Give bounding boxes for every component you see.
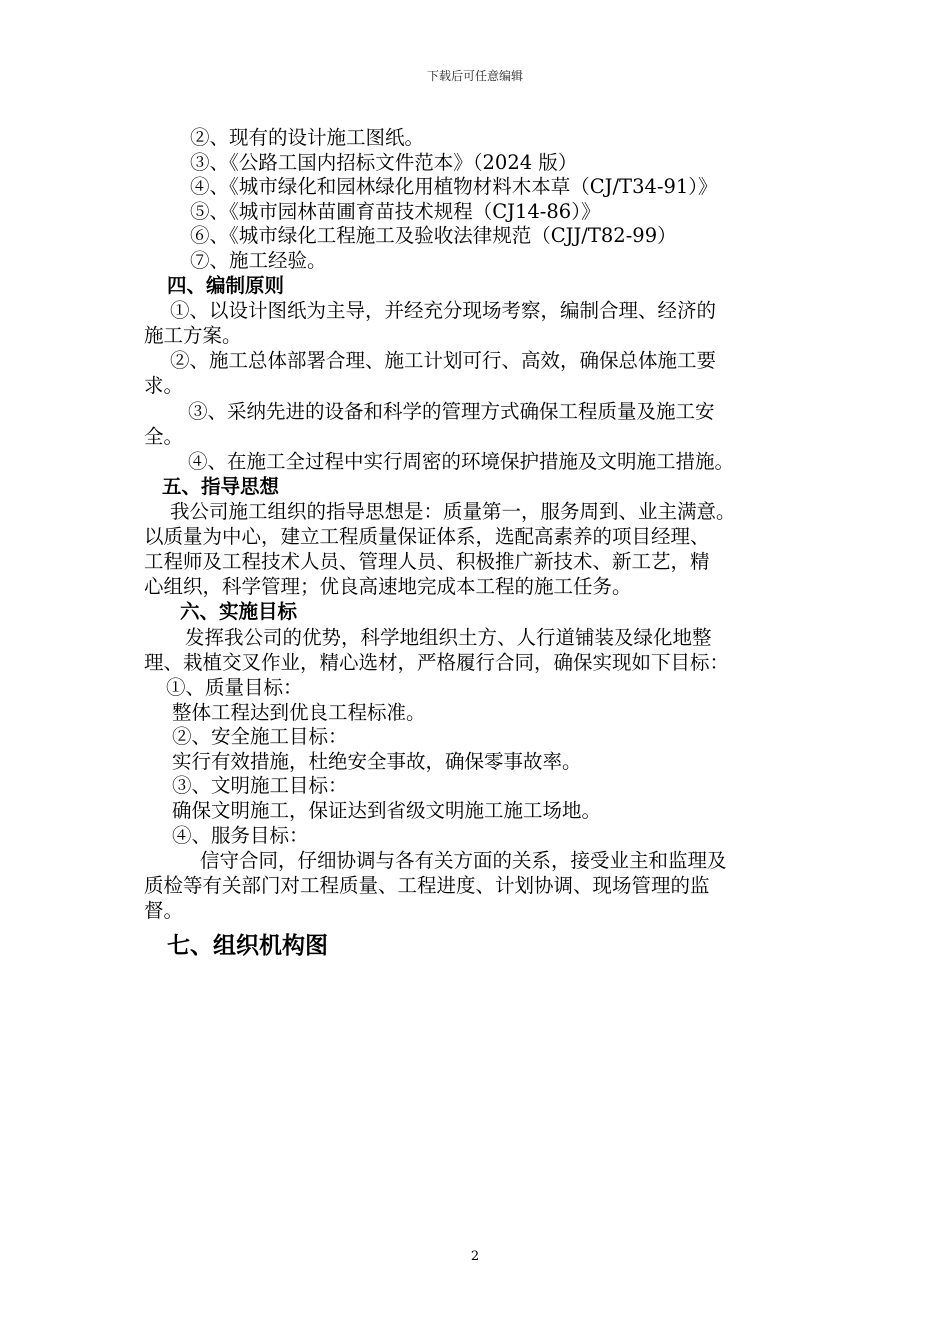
paragraph-line: ②、施工总体部署合理、施工计划可行、高效，确保总体施工要 bbox=[170, 349, 717, 372]
paragraph-line: 理、栽植交叉作业，精心选材，严格履行合同，确保实现如下目标： bbox=[144, 651, 730, 674]
paragraph-line: 发挥我公司的优势，科学地组织土方、人行道铺装及绿化地整 bbox=[185, 626, 712, 649]
page-number: 2 bbox=[470, 1249, 480, 1264]
goal-label: ②、安全施工目标： bbox=[172, 725, 348, 748]
reference-item: ③、《公路工国内招标文件范本》（2024 版） bbox=[190, 151, 578, 174]
paragraph-line: 督。 bbox=[144, 899, 184, 922]
paragraph-line: 我公司施工组织的指导思想是：质量第一，服务周到、业主满意。 bbox=[170, 500, 736, 523]
section-heading: 四、编制原则 bbox=[167, 274, 285, 297]
paragraph-line: ①、以设计图纸为主导，并经充分现场考察，编制合理、经济的 bbox=[170, 299, 717, 322]
paragraph-line: 求。 bbox=[144, 374, 184, 397]
paragraph-line: 以质量为中心，建立工程质量保证体系，选配高素养的项目经理、 bbox=[144, 525, 710, 548]
paragraph-line: 全。 bbox=[144, 425, 184, 448]
reference-item: ⑤、《城市园林苗圃育苗技术规程（CJ14-86）》 bbox=[190, 200, 601, 223]
reference-item: ⑥、《城市绿化工程施工及验收法律规范（CJJ/T82-99） bbox=[190, 224, 677, 247]
paragraph-line: ④、在施工全过程中实行周密的环境保护措施及文明施工措施。 bbox=[188, 450, 735, 473]
paragraph-line: 心组织，科学管理；优良高速地完成本工程的施工任务。 bbox=[144, 575, 632, 598]
paragraph-line: 施工方案。 bbox=[144, 324, 242, 347]
reference-item: ④、《城市绿化和园林绿化用植物材料木本草（CJ/T34-91）》 bbox=[190, 175, 718, 198]
paragraph-line: 信守合同，仔细协调与各有关方面的关系，接受业主和监理及 bbox=[200, 849, 727, 872]
paragraph-line: ③、采纳先进的设备和科学的管理方式确保工程质量及施工安 bbox=[188, 400, 715, 423]
goal-label: ①、质量目标： bbox=[166, 676, 303, 699]
section-7-heading: 七、组织机构图 bbox=[167, 933, 328, 959]
goal-text: 整体工程达到优良工程标准。 bbox=[172, 701, 426, 724]
page-header: 下载后可任意编辑 bbox=[426, 69, 523, 83]
goal-text: 确保文明施工，保证达到省级文明施工施工场地。 bbox=[172, 799, 602, 822]
section-heading: 五、指导思想 bbox=[162, 475, 280, 498]
goal-label: ③、文明施工目标： bbox=[172, 774, 348, 797]
section-heading: 六、实施目标 bbox=[180, 600, 298, 623]
paragraph-line: 质检等有关部门对工程质量、工程进度、计划协调、现场管理的监 bbox=[144, 874, 710, 897]
reference-item: ⑦、施工经验。 bbox=[190, 249, 327, 272]
reference-item: ②、现有的设计施工图纸。 bbox=[190, 126, 425, 149]
goal-label: ④、服务目标： bbox=[172, 824, 309, 847]
paragraph-line: 工程师及工程技术人员、管理人员、积极推广新技术、新工艺，精 bbox=[144, 550, 710, 573]
goal-text: 实行有效措施，杜绝安全事故，确保零事故率。 bbox=[172, 750, 582, 773]
